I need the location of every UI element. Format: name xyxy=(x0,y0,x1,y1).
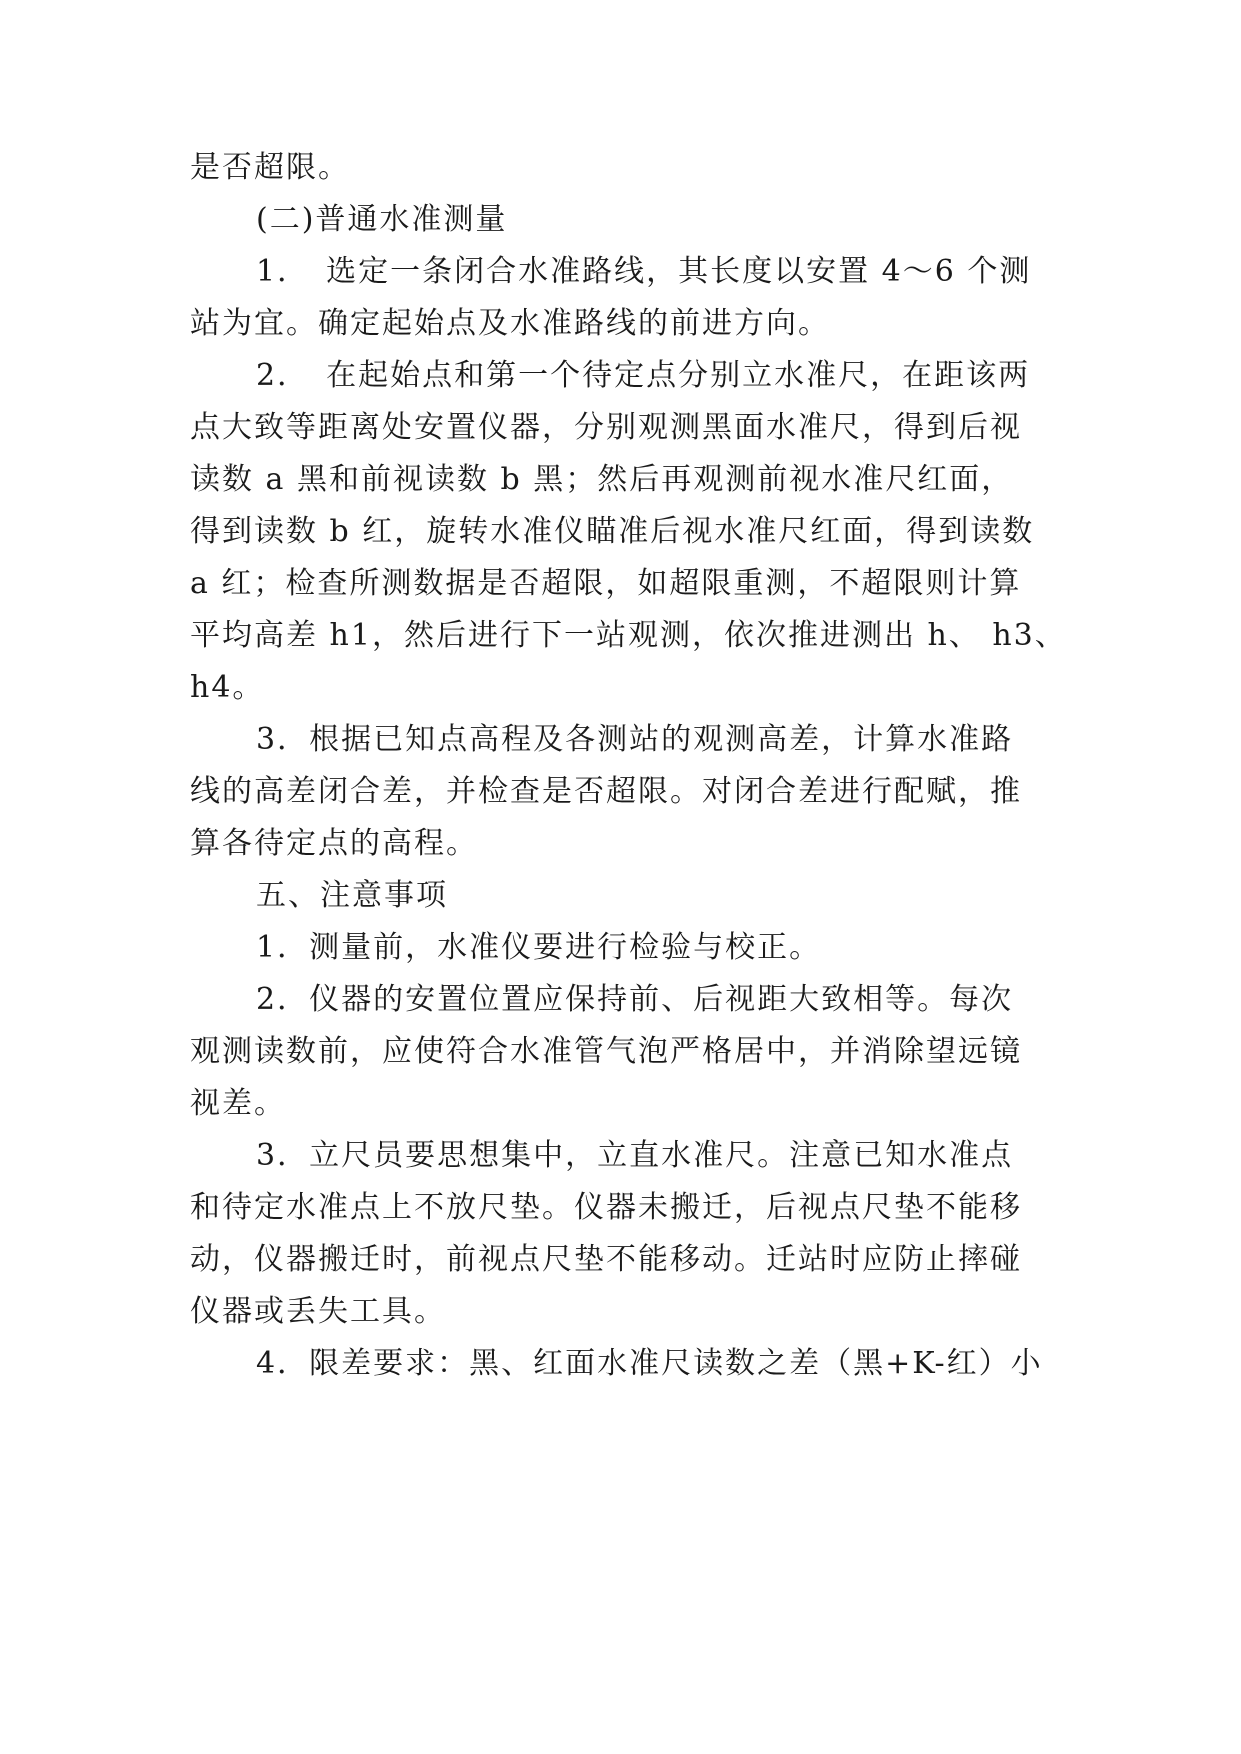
text-line: 得到读数 b 红，旋转水准仪瞄准后视水准尺红面，得到读数 xyxy=(190,514,1035,549)
text-line: 4．限差要求：黑、红面水准尺读数之差（黑+K-红）小 xyxy=(256,1346,1043,1381)
text-line: 2． 在起始点和第一个待定点分别立水准尺，在距该两 xyxy=(256,358,1031,393)
text-line: 和待定水准点上不放尺垫。仪器未搬迁，后视点尺垫不能移 xyxy=(190,1190,1022,1225)
text-line: 线的高差闭合差，并检查是否超限。对闭合差进行配赋，推 xyxy=(190,774,1022,809)
text-line: 算各待定点的高程。 xyxy=(190,826,478,861)
section-heading: 五、注意事项 xyxy=(256,878,448,913)
text-line: 动，仪器搬迁时，前视点尺垫不能移动。迁站时应防止摔碰 xyxy=(190,1242,1022,1277)
text-line: 2．仪器的安置位置应保持前、后视距大致相等。每次 xyxy=(256,982,1014,1017)
text-line: 视差。 xyxy=(190,1086,286,1121)
text-line: 是否超限。 xyxy=(190,150,350,185)
text-line: 点大致等距离处安置仪器，分别观测黑面水准尺，得到后视 xyxy=(190,410,1022,445)
text-line: 站为宜。确定起始点及水准路线的前进方向。 xyxy=(190,306,830,341)
text-line: 读数 a 黑和前视读数 b 黑；然后再观测前视水准尺红面， xyxy=(190,462,1014,497)
section-heading: (二)普通水准测量 xyxy=(256,202,508,237)
text-line: 平均高差 h1，然后进行下一站观测，依次推进测出 h、 h3、 xyxy=(190,618,1067,653)
text-line: 仪器或丢失工具。 xyxy=(190,1294,446,1329)
text-line: 3．立尺员要思想集中，立直水准尺。注意已知水准点 xyxy=(256,1138,1014,1173)
text-line: a 红；检查所测数据是否超限，如超限重测，不超限则计算 xyxy=(190,566,1022,601)
text-line: 1． 选定一条闭合水准路线，其长度以安置 4～6 个测 xyxy=(256,254,1032,289)
text-line: 1．测量前，水准仪要进行检验与校正。 xyxy=(256,930,822,965)
text-line: 3．根据已知点高程及各测站的观测高差，计算水准路 xyxy=(256,722,1014,757)
text-line: h4。 xyxy=(190,670,265,705)
text-line: 观测读数前，应使符合水准管气泡严格居中，并消除望远镜 xyxy=(190,1034,1022,1069)
